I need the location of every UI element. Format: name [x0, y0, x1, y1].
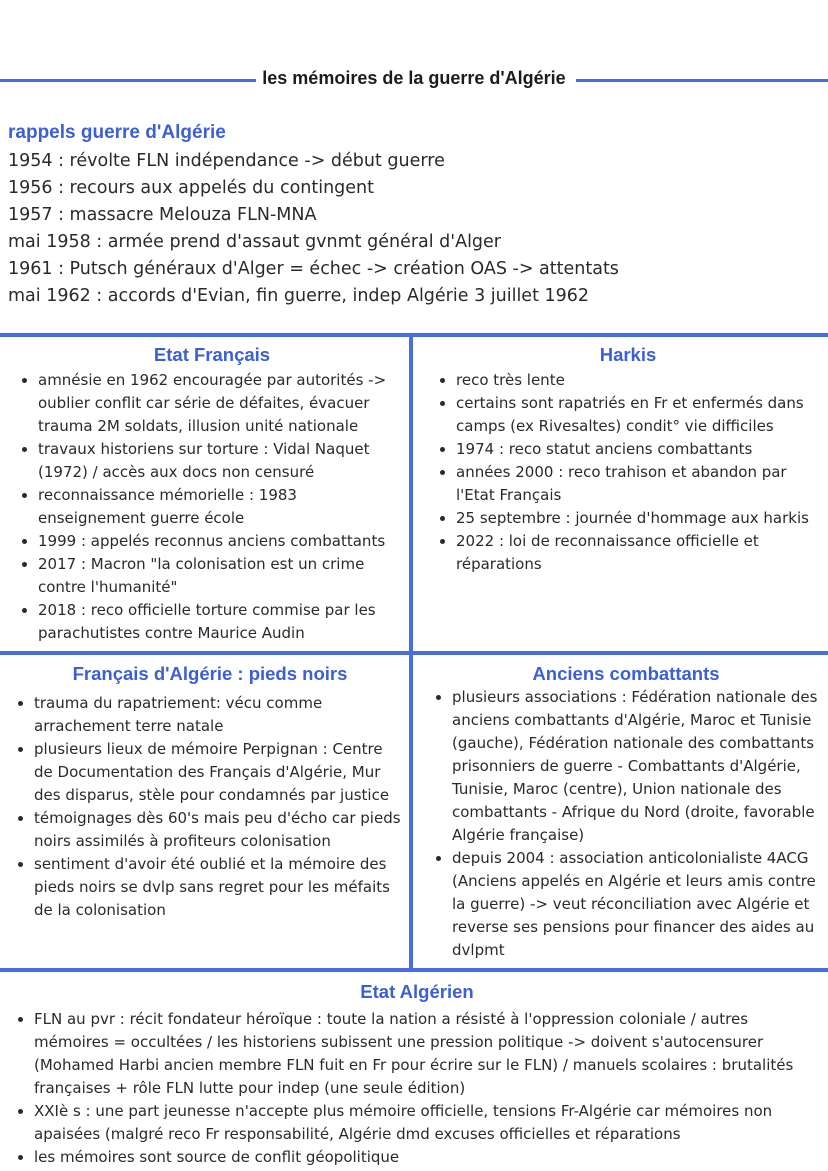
- rappels-section: [8, 122, 820, 310]
- anciens-combattants-heading: Anciens combattants: [532, 663, 720, 684]
- list-item: sentiment d'avoir été oublié et la mémoire des pieds noirs se dvlp sans regret pour les méfaits de la colonisation: [14, 853, 406, 922]
- list-item: 1974 : reco statut anciens combattants: [436, 438, 820, 461]
- rappel-line: 1961 : Putsch généraux d'Alger = échec -> création OAS -> attentats: [8, 259, 619, 279]
- list-item: XXIè s : une part jeunesse n'accepte plus mémoire officielle, tensions Fr-Algérie car mémoires non apaisées (malgré reco Fr responsabilité, Algérie dmd excuses officielles et réparations: [14, 1100, 820, 1146]
- divider-bottom: [0, 968, 828, 972]
- list-item: témoignages dès 60's mais peu d'écho car pieds noirs assimilés à profiteurs colonisation: [14, 807, 406, 853]
- list-item: amnésie en 1962 encouragée par autorités -> oublier conflit car série de défaites, évacuer trauma 2M soldats, illusion unité nationale: [18, 369, 406, 438]
- pieds-noirs-list: [14, 692, 406, 922]
- anciens-combattants-box: [432, 662, 820, 962]
- etat-algerien-box: [14, 980, 820, 1169]
- divider-middle: [0, 651, 828, 655]
- pieds-noirs-heading: Français d'Algérie : pieds noirs: [72, 663, 348, 684]
- list-item: 25 septembre : journée d'hommage aux harkis: [436, 507, 820, 530]
- list-item: années 2000 : reco trahison et abandon par l'Etat Français: [436, 461, 820, 507]
- list-item: reconnaissance mémorielle : 1983 enseignement guerre école: [18, 484, 406, 530]
- rappel-line: mai 1958 : armée prend d'assaut gvnmt général d'Alger: [8, 232, 501, 252]
- etat-algerien-heading: Etat Algérien: [360, 981, 474, 1002]
- rappel-line: 1957 : massacre Melouza FLN-MNA: [8, 205, 317, 225]
- harkis-box: [436, 343, 820, 576]
- etat-algerien-list: [14, 1008, 820, 1169]
- list-item: certains sont rapatriés en Fr et enfermés dans camps (ex Rivesaltes) condit° vie difficiles: [436, 392, 820, 438]
- list-item: 1999 : appelés reconnus anciens combattants: [18, 530, 406, 553]
- anciens-combattants-list: [432, 686, 820, 962]
- rappel-line: 1956 : recours aux appelés du contingent: [8, 178, 375, 198]
- list-item: depuis 2004 : association anticolonialiste 4ACG (Anciens appelés en Algérie et leurs amis contre la guerre) -> veut réconciliation avec Algérie et reverse ses pensions pour financer des aides au dvlpmt: [432, 847, 820, 962]
- pieds-noirs-box: [14, 662, 406, 922]
- divider-top: [0, 333, 828, 337]
- rappel-line: 1954 : révolte FLN indépendance -> début guerre: [8, 151, 445, 171]
- etat-francais-heading: Etat Français: [153, 344, 271, 365]
- list-item: 2022 : loi de reconnaissance officielle et réparations: [436, 530, 820, 576]
- harkis-list: [436, 369, 820, 576]
- list-item: 2017 : Macron "la colonisation est un crime contre l'humanité": [18, 553, 406, 599]
- list-item: 2018 : reco officielle torture commise par les parachutistes contre Maurice Audin: [18, 599, 406, 645]
- rappel-line: mai 1962 : accords d'Evian, fin guerre, indep Algérie 3 juillet 1962: [8, 286, 590, 306]
- list-item: reco très lente: [436, 369, 820, 392]
- rappels-heading: rappels guerre d'Algérie: [8, 122, 226, 143]
- document-title: les mémoires de la guerre d'Algérie: [0, 68, 828, 89]
- list-item: plusieurs lieux de mémoire Perpignan : Centre de Documentation des Français d'Algérie, Mur des disparus, stèle pour condamnés par justice: [14, 738, 406, 807]
- list-item: travaux historiens sur torture : Vidal Naquet (1972) / accès aux docs non censuré: [18, 438, 406, 484]
- etat-francais-list: [18, 369, 406, 645]
- list-item: FLN au pvr : récit fondateur héroïque : toute la nation a résisté à l'oppression coloniale / autres mémoires = occultées / les historiens subissent une pression politique -> doivent s'autocensurer (Mohamed Harbi ancien membre FLN fuit en Fr pour écrire sur le FLN) / manuels scolaires : brutalités françaises + rôle FLN lutte pour indep (une seule édition): [14, 1008, 820, 1100]
- harkis-heading: Harkis: [599, 344, 657, 365]
- list-item: plusieurs associations : Fédération nationale des anciens combattants d'Algérie, Maroc et Tunisie (gauche), Fédération nationale des combattants prisonniers de guerre - Combattants d'Algérie, Tunisie, Maroc (centre), Union nationale des combattants - Afrique du Nord (droite, favorable Algérie française): [432, 686, 820, 847]
- etat-francais-box: [18, 343, 406, 645]
- list-item: les mémoires sont source de conflit géopolitique: [14, 1146, 820, 1169]
- list-item: trauma du rapatriement: vécu comme arrachement terre natale: [14, 692, 406, 738]
